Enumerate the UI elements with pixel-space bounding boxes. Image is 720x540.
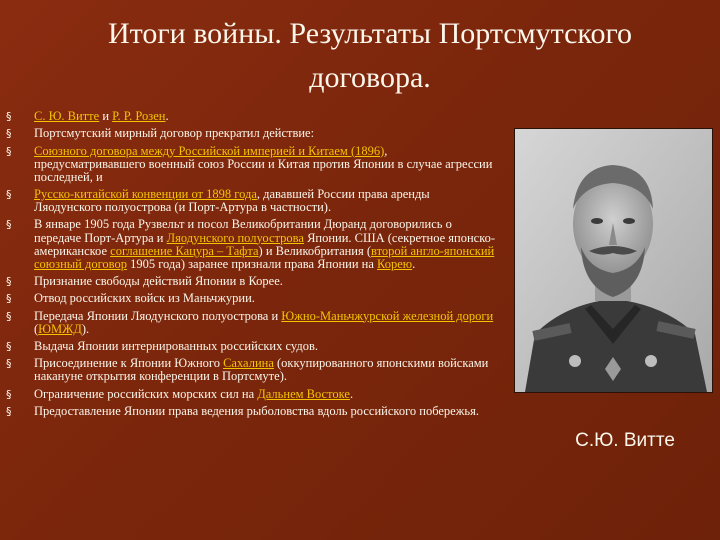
bullet-marker-icon: § <box>6 339 12 353</box>
list-item <box>6 275 496 288</box>
slide-title-line-2: договора. <box>309 61 431 94</box>
bullet-marker-icon: § <box>6 357 12 371</box>
item-text: , дававшей России права аренды Ляодунского полуострова (и Порт-Артура в частности). <box>34 187 430 215</box>
bullet-marker-icon: § <box>6 127 12 141</box>
bullet-marker-icon: § <box>6 144 12 158</box>
item-text: Ограничение российских морских сил на <box>34 386 258 401</box>
bullet-marker-icon: § <box>6 404 12 418</box>
item-text: Отвод российских войск из Маньчжурии. <box>34 291 255 306</box>
item-text: 1905 года) заранее признали права Японии на <box>126 256 378 271</box>
item-text: Японии. США (секретное японско-американское <box>34 230 496 258</box>
item-text: ). <box>81 321 90 336</box>
item-text: ( <box>34 321 39 336</box>
bullet-marker-icon: § <box>6 387 12 401</box>
hyperlink[interactable]: Южно-Маньчжурской железной дороги <box>281 308 494 323</box>
list-item <box>6 188 496 214</box>
item-text: . <box>412 256 416 271</box>
hyperlink[interactable]: Корею <box>377 256 413 271</box>
item-text: и <box>99 109 113 123</box>
slide-title <box>40 12 700 100</box>
item-text: (оккупированного японскими войсками накануне открытия конференции в Портсмуте). <box>34 356 489 384</box>
bullet-marker-icon: § <box>6 110 12 123</box>
witte-portrait-photo <box>514 128 713 393</box>
bullet-marker-icon: § <box>6 274 12 288</box>
item-text: ) и Великобритания ( <box>258 243 372 258</box>
bullet-list <box>6 110 496 422</box>
bullet-marker-icon: § <box>6 218 12 232</box>
hyperlink[interactable]: Дальнем Востоке <box>257 386 350 401</box>
hyperlink[interactable]: С. Ю. Витте <box>34 109 100 123</box>
item-text: . <box>165 109 169 123</box>
list-item <box>6 110 496 123</box>
item-text: Присоединение к Японии Южного <box>34 356 224 371</box>
item-text: В январе 1905 года Рузвельт и посол Великобритании Дюранд договорились о передаче Порт-Артура и <box>34 217 452 245</box>
list-item <box>6 388 496 401</box>
slide-title-line-1: Итоги войны. Результаты Портсмутского <box>107 17 633 50</box>
item-text: Признание свободы действий Японии в Корее. <box>34 273 283 288</box>
photo-caption: С.Ю. Витте <box>575 430 675 451</box>
item-text: Выдача Японии интернированных российских судов. <box>34 338 318 353</box>
bullet-marker-icon: § <box>6 188 12 202</box>
hyperlink[interactable]: Союзного договора между Российской империей и Китаем (1896) <box>34 143 385 158</box>
list-item <box>6 292 496 305</box>
hyperlink[interactable]: соглашение Кацура – Тафта <box>110 243 259 258</box>
item-text: . <box>349 386 354 401</box>
list-item <box>6 127 496 140</box>
list-item <box>6 405 496 418</box>
list-item <box>6 340 496 353</box>
item-text: Портсмутский мирный договор прекратил действие: <box>34 126 315 141</box>
hyperlink[interactable]: Русско-китайской конвенции от 1898 года <box>34 187 257 202</box>
item-text: Передача Японии Ляодунского полуострова и <box>34 308 282 323</box>
hyperlink[interactable]: Сахалина <box>223 356 274 371</box>
hyperlink[interactable]: Р. Р. Розен <box>112 109 166 123</box>
list-item <box>6 357 496 383</box>
list-item <box>6 145 496 184</box>
hyperlink[interactable]: второй англо-японский союзный договор <box>34 243 495 271</box>
list-item <box>6 310 496 336</box>
bullet-marker-icon: § <box>6 309 12 323</box>
item-text: Предоставление Японии права ведения рыболовства вдоль российского побережья. <box>34 403 479 418</box>
bullet-marker-icon: § <box>6 292 12 306</box>
hyperlink[interactable]: Ляодунского полуострова <box>166 230 304 245</box>
list-item <box>6 218 496 270</box>
hyperlink[interactable]: ЮМЖД <box>38 321 82 336</box>
item-text: , предусматривавшего военный союз России и Китая против Японии в случае агрессии последней, и <box>34 143 493 184</box>
